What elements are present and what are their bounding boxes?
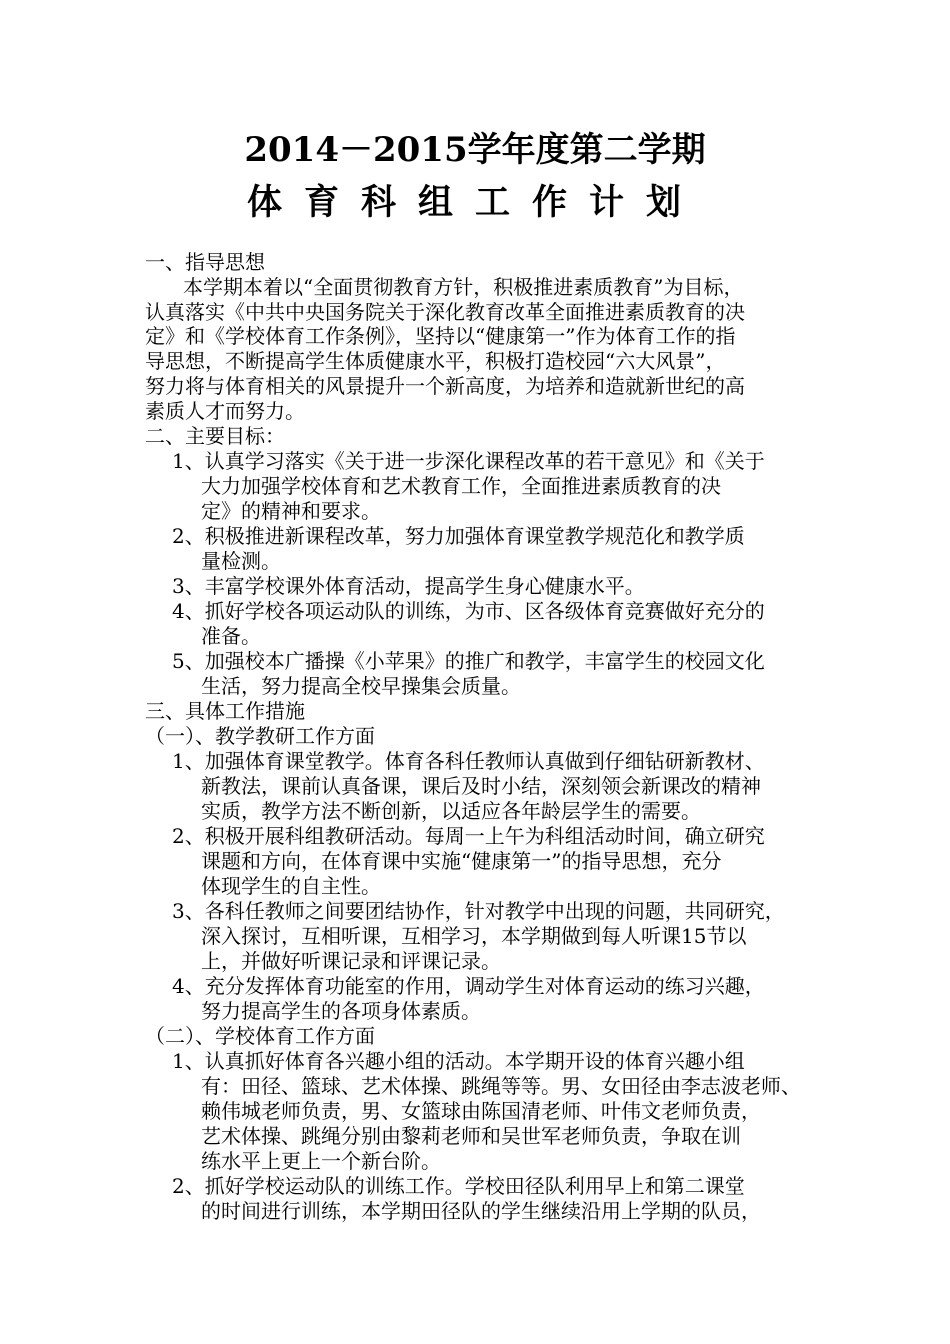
document-title: 2014－2015学年度第二学期 (244, 130, 706, 170)
list-item-continuation: 实质，教学方法不断创新，以适应各年龄层学生的需要。 (201, 799, 701, 823)
list-item-continuation: 练水平上更上一个新台阶。 (201, 1149, 441, 1173)
list-item-continuation: 有：田径、篮球、艺术体操、跳绳等等。男、女田径由李志波老师、 (201, 1074, 801, 1098)
list-item-continuation: 赖伟城老师负责，男、女篮球由陈国清老师、叶伟文老师负责， (201, 1099, 761, 1123)
list-item-continuation: 课题和方向，在体育课中实施“健康第一”的指导思想，充分 (201, 849, 722, 873)
list-item-continuation: 体现学生的自主性。 (201, 874, 381, 898)
list-item-continuation: 生活，努力提高全校早操集会质量。 (201, 674, 521, 698)
list-item: 2、积极开展科组教研活动。每周一上午为科组活动时间，确立研究 (172, 824, 765, 848)
list-item-continuation: 深入探讨，互相听课，互相学习，本学期做到每人听课15节以 (201, 924, 747, 948)
subheading-teaching-research: （一）、教学教研工作方面 (145, 724, 375, 748)
list-item-continuation: 艺术体操、跳绳分别由黎莉老师和吴世军老师负责，争取在训 (201, 1124, 741, 1148)
paragraph-line: 导思想，不断提高学生体质健康水平，积极打造校园“六大风景”， (145, 349, 726, 373)
list-item-continuation: 定》的精神和要求。 (201, 499, 381, 523)
list-item: 1、认真学习落实《关于进一步深化课程改革的若干意见》和《关于 (172, 449, 765, 473)
paragraph-line: 素质人才而努力。 (145, 399, 305, 423)
list-item: 2、积极推进新课程改革，努力加强体育课堂教学规范化和教学质 (172, 524, 745, 548)
heading-main-goals: 二、主要目标： (145, 424, 285, 448)
paragraph-line: 认真落实《中共中央国务院关于深化教育改革全面推进素质教育的决 (145, 300, 745, 324)
list-item-continuation: 大力加强学校体育和艺术教育工作，全面推进素质教育的决 (201, 474, 721, 498)
document-subtitle: 体育科组工作计划 (246, 182, 703, 223)
subheading-school-sports: （二）、学校体育工作方面 (145, 1024, 375, 1048)
paragraph-line: 本学期本着以“全面贯彻教育方针，积极推进素质教育”为目标， (183, 275, 744, 299)
list-item-continuation: 的时间进行训练，本学期田径队的学生继续沿用上学期的队员， (201, 1199, 761, 1223)
list-item-continuation: 上，并做好听课记录和评课记录。 (201, 949, 501, 973)
list-item-continuation: 量检测。 (201, 549, 281, 573)
paragraph-line: 努力将与体育相关的风景提升一个新高度，为培养和造就新世纪的高 (145, 374, 745, 398)
list-item: 3、各科任教师之间要团结协作，针对教学中出现的问题，共同研究， (172, 899, 785, 923)
list-item-continuation: 努力提高学生的各项身体素质。 (201, 999, 481, 1023)
paragraph-line: 定》和《学校体育工作条例》，坚持以“健康第一”作为体育工作的指 (145, 324, 736, 348)
list-item-continuation: 新教法，课前认真备课，课后及时小结，深刻领会新课改的精神 (201, 774, 761, 798)
list-item: 1、加强体育课堂教学。体育各科任教师认真做到仔细钻研新教材、 (172, 749, 765, 773)
list-item: 2、抓好学校运动队的训练工作。学校田径队利用早上和第二课堂 (172, 1174, 745, 1198)
heading-guiding-ideology: 一、指导思想 (145, 250, 265, 274)
list-item: 5、加强校本广播操《小苹果》的推广和教学，丰富学生的校园文化 (172, 649, 765, 673)
list-item: 1、认真抓好体育各兴趣小组的活动。本学期开设的体育兴趣小组 (172, 1049, 745, 1073)
list-item: 4、抓好学校各项运动队的训练，为市、区各级体育竞赛做好充分的 (172, 599, 765, 623)
list-item: 3、丰富学校课外体育活动，提高学生身心健康水平。 (172, 574, 645, 598)
list-item: 4、充分发挥体育功能室的作用，调动学生对体育运动的练习兴趣， (172, 974, 765, 998)
list-item-continuation: 准备。 (201, 624, 261, 648)
heading-measures: 三、具体工作措施 (145, 699, 305, 723)
